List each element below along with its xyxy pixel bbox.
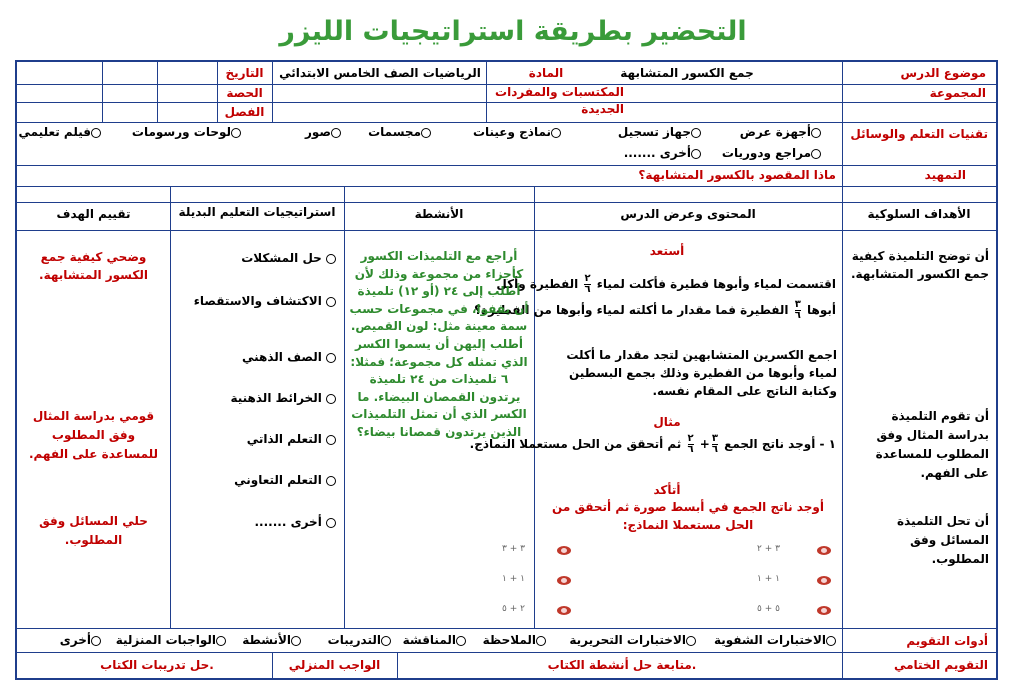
- content-p2: أبوها $\frac{٣}{٦}$ الفطيرة فما مقدار ما أكلته لمياء وأبوها من الفطيرة؟: [474, 299, 836, 321]
- tool-option[interactable]: مراجع ودوريات: [722, 145, 821, 161]
- exercise-item: ١ + ١: [502, 574, 525, 584]
- radio-icon: [331, 128, 341, 138]
- exercise-item: ٣ + ٣: [502, 544, 525, 554]
- tool-option[interactable]: أخرى .......: [624, 145, 701, 161]
- radio-icon: [91, 636, 101, 646]
- col-activities: الأنشطة: [414, 207, 464, 221]
- strategy-option[interactable]: أخرى .......: [255, 514, 337, 530]
- subject-value: جمع الكسور المتشابهة: [620, 66, 754, 80]
- col-assessment: تقييم الهدف: [56, 207, 131, 221]
- exercise-item: ٥ + ٥: [757, 604, 780, 614]
- radio-icon: [216, 636, 226, 646]
- radio-icon: [691, 149, 701, 159]
- radio-icon: [421, 128, 431, 138]
- exercise-bullet-icon: [817, 606, 831, 615]
- date-label: التاريخ: [225, 66, 264, 80]
- intro-label: التمهيد: [924, 168, 966, 182]
- course-value: الرياضيات الصف الخامس الابتدائي: [279, 66, 481, 80]
- tool-option[interactable]: صور: [305, 124, 341, 140]
- tool-option[interactable]: أجهزة عرض: [740, 124, 821, 140]
- radio-icon: [691, 128, 701, 138]
- radio-icon: [686, 636, 696, 646]
- closing-value: متابعة حل أنشطة الكتاب.: [547, 658, 697, 672]
- tool-option[interactable]: مجسمات: [368, 124, 431, 140]
- strategy-option[interactable]: الخرائط الذهنية: [230, 390, 336, 406]
- objective-3: أن تحل التلميذة المسائل وفق المطلوب.: [897, 514, 989, 566]
- radio-icon: [536, 636, 546, 646]
- group-label: المجموعة: [929, 86, 986, 100]
- closing-label: التقويم الختامي: [893, 658, 988, 672]
- content-p3: اجمع الكسرين المتشابهين لتجد مقدار ما أكلت لمياء وأبوها من الفطيرة وذلك بجمع البسطين وكتابة الناتج على المقام نفسه.: [566, 348, 837, 398]
- confirm-text: أوجد ناتج الجمع في أبسط صورة ثم أتحقق من الحل مستعملا النماذج:: [552, 500, 824, 532]
- exercise-bullet-icon: [557, 606, 571, 615]
- radio-icon: [91, 128, 101, 138]
- radio-icon: [326, 353, 336, 363]
- course-label: المادة: [528, 66, 564, 80]
- exercise-item: ٣ + ٢: [757, 544, 780, 554]
- radio-icon: [326, 476, 336, 486]
- tool-option[interactable]: لوحات ورسومات: [132, 124, 241, 140]
- tools-label: تقنيات التعلم والوسائل: [850, 127, 988, 141]
- evaluation-option[interactable]: التدريبات: [328, 632, 391, 648]
- radio-icon: [381, 636, 391, 646]
- fraction: $\frac{٢}{٦}$: [687, 433, 694, 455]
- exercise-bullet-icon: [557, 546, 571, 555]
- exercise-bullet-icon: [817, 576, 831, 585]
- radio-icon: [326, 435, 336, 445]
- col-objectives: الأهداف السلوكية: [867, 207, 971, 221]
- radio-icon: [456, 636, 466, 646]
- exercise-bullet-icon: [557, 576, 571, 585]
- strategy-option[interactable]: حل المشكلات: [241, 250, 336, 266]
- assessment-3: حلي المسائل وفق المطلوب.: [39, 514, 148, 547]
- confirm-label: أتأكد: [653, 483, 681, 497]
- page-title: التحضير بطريقة استراتيجيات الليزر: [279, 16, 747, 47]
- homework-label: الواجب المنزلي: [288, 658, 381, 672]
- radio-icon: [326, 394, 336, 404]
- radio-icon: [326, 254, 336, 264]
- subject-label: موضوع الدرس: [900, 66, 986, 80]
- ready-label: أستعد: [649, 244, 685, 258]
- fraction: $\frac{٢}{٦}$: [584, 273, 591, 295]
- fraction: $\frac{٣}{٦}$: [711, 433, 718, 455]
- strategy-option[interactable]: التعلم الذاتي: [247, 431, 336, 447]
- example-1: ١ - أوجد ناتج الجمع $\frac{٣}{٦}$ + $\frac{٢}{٦}$ ثم أتحقق من الحل مستعملا النماذج.: [469, 433, 836, 455]
- strategy-option[interactable]: الاكتشاف والاستقصاء: [226, 292, 336, 310]
- col-strategies: استراتيجيات التعليم البديلة: [178, 205, 336, 219]
- activities-text: أراجع مع التلميذات الكسور كأجزاء من مجموعة وذلك لأن أطلب إلى ٢٤ (أو ١٢) تلميذة أن يقفوا، في مجموعات حسب سمة معينة مثل: لون القميص. أطلب إليهن أن يسموا الكسر الذي تمثله كل مجموعة؛ فمثلا: ٦ تلميذات من ٢٤ تلميذة يرتدون القمصان البيضاء. ما الكسر الذي أن تمثل التلميذات الذين يرتدون قمصانا بيضاء؟: [349, 249, 529, 439]
- radio-icon: [811, 149, 821, 159]
- radio-icon: [231, 128, 241, 138]
- evaluation-label: أدوات التقويم: [906, 634, 988, 648]
- evaluation-option[interactable]: الواجبات المنزلية: [116, 632, 226, 648]
- tool-option[interactable]: فيلم تعليمي: [18, 124, 101, 140]
- exercise-item: ٢ + ٥: [502, 604, 525, 614]
- tool-option[interactable]: جهاز تسجيل: [618, 124, 701, 140]
- radio-icon: [326, 297, 336, 307]
- col-content: المحتوى وعرض الدرس: [620, 207, 756, 221]
- evaluation-option[interactable]: الاختبارات التحريرية: [569, 632, 696, 648]
- tool-option[interactable]: نماذج وعينات: [473, 124, 561, 140]
- period-label: الحصة: [226, 86, 263, 100]
- evaluation-option[interactable]: الأنشطة: [242, 632, 301, 648]
- radio-icon: [826, 636, 836, 646]
- radio-icon: [326, 518, 336, 528]
- radio-icon: [811, 128, 821, 138]
- objective-2: أن تقوم التلميذة بدراسة المثال وفق المطلوب للمساعدة على الفهم.: [875, 409, 989, 480]
- radio-icon: [291, 636, 301, 646]
- radio-icon: [551, 128, 561, 138]
- exercise-bullet-icon: [817, 546, 831, 555]
- evaluation-option[interactable]: الملاحظة: [483, 632, 546, 648]
- fraction: $\frac{٣}{٦}$: [794, 299, 801, 321]
- evaluation-option[interactable]: أخرى: [60, 632, 101, 648]
- homework-value: حل تدريبات الكتاب.: [100, 658, 214, 672]
- assessment-2: قومي بدراسة المثال وفق المطلوب للمساعدة على الفهم.: [28, 409, 159, 461]
- lesson-plan-table: [15, 60, 998, 680]
- evaluation-option[interactable]: الاختبارات الشفوية: [714, 632, 836, 648]
- assessment-1: وضحي كيفية جمع الكسور المتشابهة.: [39, 250, 148, 282]
- evaluation-option[interactable]: المناقشة: [403, 632, 466, 648]
- content-p1: اقتسمت لمياء وأبوها فطيرة فأكلت لمياء $\frac{٢}{٦}$ الفطيرة وأكل: [496, 273, 836, 295]
- exercise-item: ١ + ١: [757, 574, 780, 584]
- strategy-option[interactable]: الصف الذهني: [242, 349, 336, 365]
- example-label: مثال: [653, 415, 681, 429]
- vocab-label: المكتسبات والمفردات الجديدة: [495, 85, 624, 116]
- objective-1: أن توضح التلميذة كيفية جمع الكسور المتشابهة.: [850, 249, 989, 281]
- intro-text: ماذا المقصود بالكسور المتشابهة؟: [638, 168, 836, 182]
- strategy-option[interactable]: التعلم التعاوني: [234, 472, 336, 488]
- class-label: الفصل: [224, 105, 265, 119]
